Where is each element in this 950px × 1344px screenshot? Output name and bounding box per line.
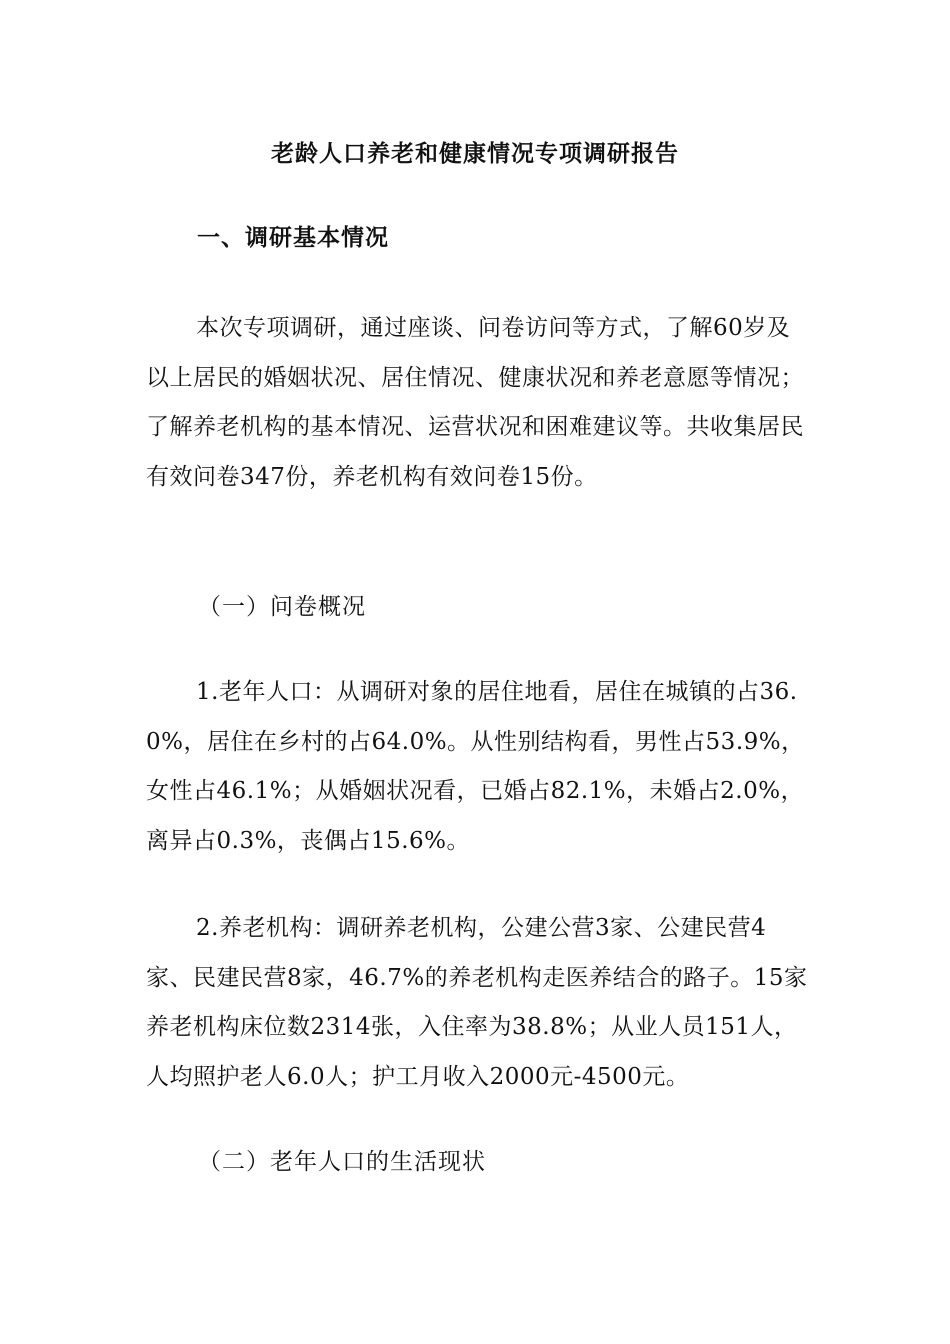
subsection-heading-questionnaire-overview: （一）问卷概况	[198, 594, 366, 620]
document-title: 老龄人口养老和健康情况专项调研报告	[271, 140, 679, 167]
intro-paragraph: 本次专项调研，通过座谈、问卷访问等方式，了解60岁及以上居民的婚姻状况、居住情况、健康状况和养老意愿等情况；了解养老机构的基本情况、运营状况和困难建议等。共收集居民有效问卷347份，养老机构有效问卷15份。	[146, 315, 804, 490]
elderly-population-paragraph: 1.老年人口：从调研对象的居住地看，居住在城镇的占36.0%，居住在乡村的占64.0%。从性别结构看，男性占53.9%，女性占46.1%；从婚姻状况看，已婚占82.1%，未婚占2.0%，离异占0.3%，丧偶占15.6%。	[146, 679, 805, 854]
elderly-care-institutions-paragraph: 2.养老机构：调研养老机构，公建公营3家、公建民营4家、民建民营8家，46.7%的养老机构走医养结合的路子。15家养老机构床位数2314张，入住率为38.8%；从业人员151人，人均照护老人6.0人；护工月收入2000元-4500元。	[146, 915, 808, 1090]
subsection-heading-living-status: （二）老年人口的生活现状	[198, 1149, 486, 1175]
section-heading-basic-situation: 一、调研基本情况	[197, 225, 389, 251]
